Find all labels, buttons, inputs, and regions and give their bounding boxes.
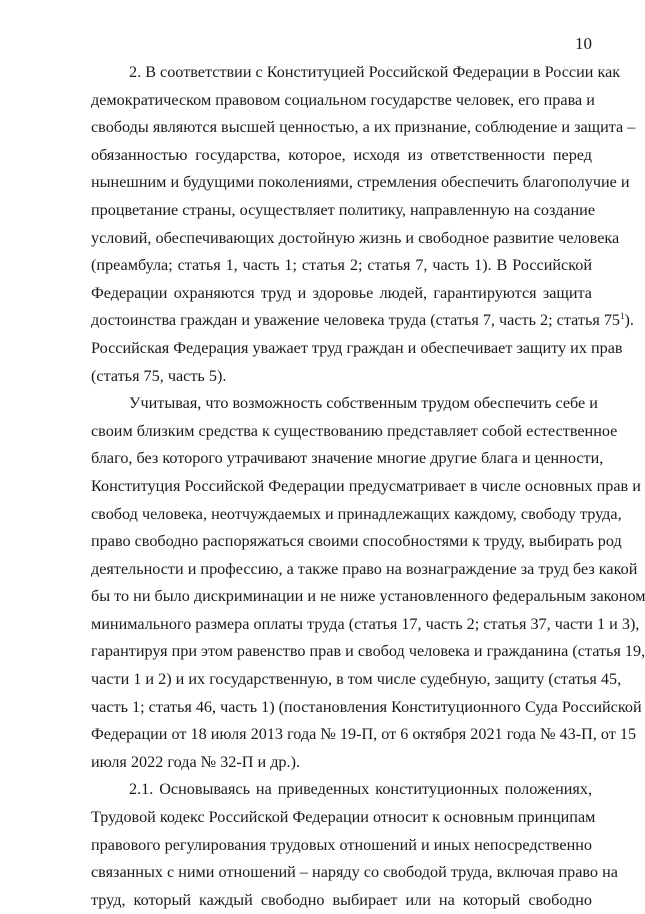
text-line: нынешним и будущими поколениями, стремления обеспечить благополучие и bbox=[91, 173, 630, 192]
text-line: Конституция Российской Федерации предусматривает в числе основных прав и bbox=[91, 476, 641, 495]
text-line: 2. В соответствии с Конституцией Российской Федерации в России как bbox=[129, 63, 621, 81]
text-line: процветание страны, осуществляет политику, направленную на создание bbox=[91, 200, 596, 219]
text-line: Учитывая, что возможность собственным трудом обеспечить себе и bbox=[129, 394, 598, 413]
document-body bbox=[91, 59, 645, 914]
line-tail: ). bbox=[624, 311, 634, 330]
text-line: условий, обеспечивающих достойную жизнь и свободное развитие человека bbox=[91, 228, 620, 247]
text-line: демократическом правовом социальном государстве человек, его права и bbox=[91, 90, 595, 109]
text-line: Российская Федерация уважает труд граждан и обеспечивает защиту их прав bbox=[91, 338, 623, 357]
text-line: труд, который каждый свободно выбирает или на который свободно bbox=[91, 890, 592, 909]
paragraph-3 bbox=[91, 776, 618, 914]
text-line: гарантируя при этом равенство прав и свобод человека и гражданина (статья 19, bbox=[91, 642, 645, 661]
paragraph-2 bbox=[91, 390, 645, 776]
text-line: минимального размера оплаты труда (статья 17, часть 2; статья 37, части 1 и 3), bbox=[91, 614, 640, 633]
text-line: свободы являются высшей ценностью, а их признание, соблюдение и защита – bbox=[91, 118, 636, 137]
line-text: достоинства граждан и уважение человека труда (статья 7, часть 2; статья 75 bbox=[91, 311, 621, 330]
text-line: июля 2022 года № 32-П и др.). bbox=[91, 752, 301, 771]
text-line: деятельности и профессию, а также право на вознаграждение за труд без какой bbox=[91, 559, 638, 578]
text-line: своим близким средства к существованию представляет собой естественное bbox=[91, 421, 618, 440]
text-line: Федерации от 18 июля 2013 года № 19-П, от 6 октября 2021 года № 43-П, от 15 bbox=[91, 725, 637, 744]
text-line: обязанностью государства, которое, исходя из ответственности перед bbox=[91, 145, 592, 164]
text-line: часть 1; статья 46, часть 1) (постановления Конституционного Суда Российской bbox=[91, 697, 642, 716]
text-line: Федерации охраняются труд и здоровье людей, гарантируются защита bbox=[91, 283, 592, 302]
text-line: правового регулирования трудовых отношений и иных непосредственно bbox=[91, 835, 592, 854]
text-line: бы то ни было дискриминации и не ниже установленного федеральным законом bbox=[91, 587, 645, 606]
text-line: 2.1. Основываясь на приведенных конституционных положениях, bbox=[129, 780, 592, 799]
page-number: 10 bbox=[575, 34, 592, 53]
text-line: Трудовой кодекс Российской Федерации относит к основным принципам bbox=[91, 808, 596, 827]
text-line: свобод человека, неотчуждаемых и принадлежащих каждому, свободу труда, bbox=[91, 504, 622, 523]
text-line: связанных с ними отношений – наряду со свободой труда, включая право на bbox=[91, 863, 618, 882]
text-line: части 1 и 2) и их государственную, в том числе судебную, защиту (статья 45, bbox=[91, 670, 622, 689]
paragraph-1 bbox=[91, 59, 636, 390]
superscript: 1 bbox=[620, 311, 625, 322]
text-line: (статья 75, часть 5). bbox=[91, 366, 227, 385]
text-line-with-superscript bbox=[91, 307, 634, 335]
text-line: право свободно распоряжаться своими способностями к труду, выбирать род bbox=[91, 532, 622, 551]
text-line: благо, без которого утрачивают значение многие другие блага и ценности, bbox=[91, 449, 604, 468]
text-line: (преамбула; статья 1, часть 1; статья 2; статья 7, часть 1). В Российской bbox=[91, 256, 592, 275]
